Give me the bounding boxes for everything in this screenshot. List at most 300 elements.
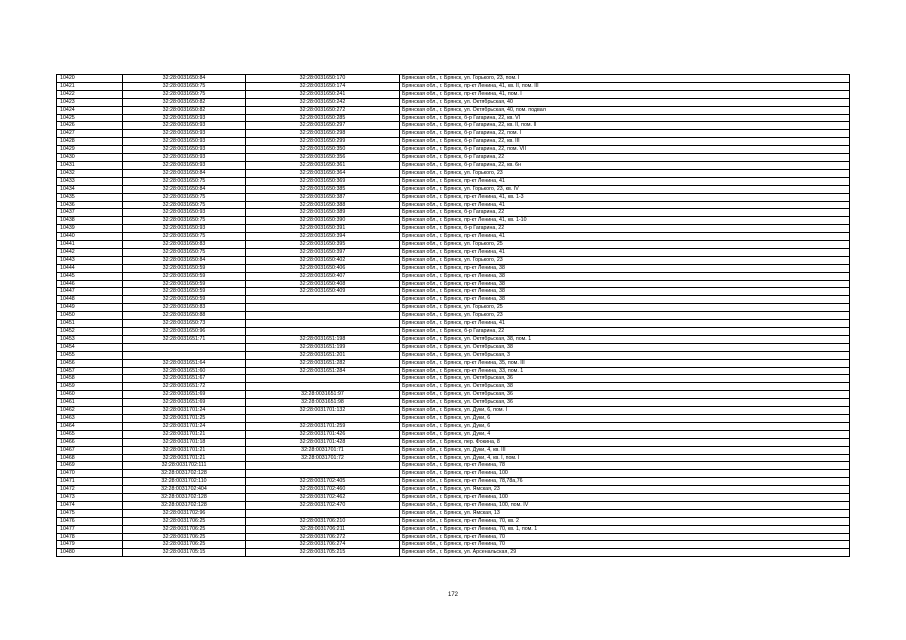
table-row <box>57 359 850 367</box>
table-row <box>57 470 850 478</box>
address-cell: Брянская обл., г. Брянск, ул. Дуки, 4 <box>400 430 850 438</box>
parcel-cadastral-cell: 32:28:0031650:88 <box>123 312 246 320</box>
address-cell: Брянская обл., г. Брянск, ул. Арсенальская, 29 <box>400 549 850 557</box>
table-row <box>57 320 850 328</box>
table-row <box>57 399 850 407</box>
parcel-cadastral-cell: 32:28:0031651:64 <box>123 359 246 367</box>
row-number-cell: 10460 <box>57 391 123 399</box>
parcel-cadastral-cell: 32:28:0031650:75 <box>123 193 246 201</box>
table-row <box>57 225 850 233</box>
address-cell: Брянская обл., г. Брянск, пр-кт Ленина, 41 <box>400 248 850 256</box>
row-number-cell: 10478 <box>57 533 123 541</box>
parcel-cadastral-cell: 32:28:0031705:15 <box>123 549 246 557</box>
row-number-cell: 10442 <box>57 248 123 256</box>
row-number-cell: 10444 <box>57 264 123 272</box>
parcel-cadastral-cell: 32:28:0031651:69 <box>123 399 246 407</box>
address-cell: Брянская обл., г. Брянск, пр-кт Ленина, 70, кв. 2 <box>400 517 850 525</box>
address-cell: Брянская обл., г. Брянск, ул. Октябрьская, 36 <box>400 375 850 383</box>
address-cell: Брянская обл., г. Брянск, ул. Горького, 23, пом. I <box>400 75 850 83</box>
row-number-cell: 10461 <box>57 399 123 407</box>
object-cadastral-cell: 32:28:0031651:98 <box>246 399 400 407</box>
parcel-cadastral-cell: 32:28:0031706:25 <box>123 541 246 549</box>
address-cell: Брянская обл., г. Брянск, пр-кт Ленина, 100 <box>400 470 850 478</box>
table-row <box>57 494 850 502</box>
address-cell: Брянская обл., г. Брянск, ул. Горького, 23 <box>400 312 850 320</box>
object-cadastral-cell: 32:28:0031650:407 <box>246 272 400 280</box>
object-cadastral-cell <box>246 383 400 391</box>
object-cadastral-cell: 32:28:0031650:385 <box>246 185 400 193</box>
row-number-cell: 10424 <box>57 106 123 114</box>
row-number-cell: 10479 <box>57 541 123 549</box>
table-row <box>57 414 850 422</box>
address-cell: Брянская обл., г. Брянск, пр-кт Ленина, 41 <box>400 320 850 328</box>
table-row <box>57 98 850 106</box>
table-row <box>57 161 850 169</box>
address-cell: Брянская обл., г. Брянск, пр-кт Ленина, 70, кв. 1, пом. 1 <box>400 525 850 533</box>
object-cadastral-cell: 32:28:0031701:428 <box>246 438 400 446</box>
address-cell: Брянская обл., г. Брянск, б-р Гагарина, 22 <box>400 209 850 217</box>
address-cell: Брянская обл., г. Брянск, ул. Дуки, 4, кв. I, пом. I <box>400 454 850 462</box>
address-cell: Брянская обл., г. Брянск, пр-кт Ленина, 41, кв. 1-10 <box>400 217 850 225</box>
address-cell: Брянская обл., г. Брянск, ул. Ямская, 13 <box>400 509 850 517</box>
parcel-cadastral-cell: 32:28:0031702:128 <box>123 470 246 478</box>
parcel-cadastral-cell: 32:28:0031651:69 <box>123 391 246 399</box>
address-cell: Брянская обл., г. Брянск, ул. Октябрьская, 40, пом. подвал <box>400 106 850 114</box>
row-number-cell: 10448 <box>57 296 123 304</box>
address-cell: Брянская обл., г. Брянск, пр-кт Ленина, 41 <box>400 177 850 185</box>
row-number-cell: 10430 <box>57 154 123 162</box>
parcel-cadastral-cell: 32:28:0031650:93 <box>123 154 246 162</box>
address-cell: Брянская обл., г. Брянск, б-р Гагарина, 22, кв. VI <box>400 114 850 122</box>
object-cadastral-cell: 32:28:0031650:297 <box>246 122 400 130</box>
address-cell: Брянская обл., г. Брянск, пр-кт Ленина, 38 <box>400 296 850 304</box>
address-cell: Брянская обл., г. Брянск, ул. Октябрьская, 38, пом. 1 <box>400 335 850 343</box>
parcel-cadastral-cell <box>123 351 246 359</box>
row-number-cell: 10463 <box>57 414 123 422</box>
address-cell: Брянская обл., г. Брянск, пр-кт Ленина, 41, кв. 1-3 <box>400 193 850 201</box>
row-number-cell: 10426 <box>57 122 123 130</box>
parcel-cadastral-cell: 32:28:0031650:84 <box>123 256 246 264</box>
property-registry-table <box>56 74 850 557</box>
row-number-cell: 10449 <box>57 304 123 312</box>
table-row <box>57 185 850 193</box>
parcel-cadastral-cell: 32:28:0031650:96 <box>123 328 246 336</box>
parcel-cadastral-cell: 32:28:0031650:59 <box>123 296 246 304</box>
row-number-cell: 10476 <box>57 517 123 525</box>
parcel-cadastral-cell: 32:28:0031650:59 <box>123 264 246 272</box>
table-row <box>57 422 850 430</box>
parcel-cadastral-cell: 32:28:0031650:75 <box>123 201 246 209</box>
address-cell: Брянская обл., г. Брянск, пр-кт Ленина, 41, пом. I <box>400 90 850 98</box>
row-number-cell: 10437 <box>57 209 123 217</box>
object-cadastral-cell: 32:28:0031650:409 <box>246 288 400 296</box>
object-cadastral-cell: 32:28:0031702:405 <box>246 478 400 486</box>
table-row <box>57 351 850 359</box>
object-cadastral-cell: 32:28:0031651:198 <box>246 335 400 343</box>
row-number-cell: 10438 <box>57 217 123 225</box>
row-number-cell: 10480 <box>57 549 123 557</box>
row-number-cell: 10445 <box>57 272 123 280</box>
object-cadastral-cell: 32:28:0031650:402 <box>246 256 400 264</box>
table-row <box>57 549 850 557</box>
parcel-cadastral-cell: 32:28:0031701:21 <box>123 454 246 462</box>
table-row <box>57 122 850 130</box>
parcel-cadastral-cell: 32:28:0031650:84 <box>123 169 246 177</box>
table-row <box>57 114 850 122</box>
table-row <box>57 248 850 256</box>
object-cadastral-cell: 32:28:0031650:406 <box>246 264 400 272</box>
parcel-cadastral-cell: 32:28:0031650:73 <box>123 320 246 328</box>
row-number-cell: 10436 <box>57 201 123 209</box>
parcel-cadastral-cell: 32:28:0031701:24 <box>123 407 246 415</box>
address-cell: Брянская обл., г. Брянск, пер. Фокина, 8 <box>400 438 850 446</box>
table-row <box>57 328 850 336</box>
parcel-cadastral-cell: 32:28:0031650:75 <box>123 90 246 98</box>
row-number-cell: 10459 <box>57 383 123 391</box>
row-number-cell: 10435 <box>57 193 123 201</box>
table-row <box>57 177 850 185</box>
row-number-cell: 10464 <box>57 422 123 430</box>
object-cadastral-cell: 32:28:0031651:201 <box>246 351 400 359</box>
table-row <box>57 280 850 288</box>
table-row <box>57 82 850 90</box>
parcel-cadastral-cell: 32:28:0031706:25 <box>123 533 246 541</box>
address-cell: Брянская обл., г. Брянск, пр-кт Ленина, 100 <box>400 494 850 502</box>
table-row <box>57 106 850 114</box>
parcel-cadastral-cell: 32:28:0031650:84 <box>123 185 246 193</box>
address-cell: Брянская обл., г. Брянск, б-р Гагарина, 22 <box>400 225 850 233</box>
row-number-cell: 10466 <box>57 438 123 446</box>
row-number-cell: 10475 <box>57 509 123 517</box>
object-cadastral-cell: 32:28:0031650:170 <box>246 75 400 83</box>
row-number-cell: 10469 <box>57 462 123 470</box>
row-number-cell: 10473 <box>57 494 123 502</box>
parcel-cadastral-cell: 32:28:0031650:82 <box>123 98 246 106</box>
table-row <box>57 90 850 98</box>
row-number-cell: 10421 <box>57 82 123 90</box>
table-row <box>57 138 850 146</box>
parcel-cadastral-cell: 32:28:0031650:93 <box>123 130 246 138</box>
table-row <box>57 462 850 470</box>
object-cadastral-cell: 32:28:0031651:199 <box>246 343 400 351</box>
table-row <box>57 75 850 83</box>
row-number-cell: 10468 <box>57 454 123 462</box>
address-cell: Брянская обл., г. Брянск, пр-кт Ленина, 100, пом. IV <box>400 501 850 509</box>
table-row <box>57 296 850 304</box>
address-cell: Брянская обл., г. Брянск, пр-кт Ленина, 38 <box>400 288 850 296</box>
row-number-cell: 10467 <box>57 446 123 454</box>
address-cell: Брянская обл., г. Брянск, ул. Октябрьская, 3 <box>400 351 850 359</box>
object-cadastral-cell: 32:28:0031651:284 <box>246 367 400 375</box>
row-number-cell: 10471 <box>57 478 123 486</box>
object-cadastral-cell: 32:28:0031650:395 <box>246 241 400 249</box>
table-row <box>57 146 850 154</box>
parcel-cadastral-cell: 32:28:0031651:71 <box>123 335 246 343</box>
object-cadastral-cell: 32:28:0031651:97 <box>246 391 400 399</box>
address-cell: Брянская обл., г. Брянск, б-р Гагарина, 22, кв. III <box>400 138 850 146</box>
address-cell: Брянская обл., г. Брянск, ул. Горького, 23, кв. IV <box>400 185 850 193</box>
table-row <box>57 312 850 320</box>
table-row <box>57 304 850 312</box>
row-number-cell: 10458 <box>57 375 123 383</box>
table-row <box>57 201 850 209</box>
parcel-cadastral-cell: 32:28:0031701:25 <box>123 414 246 422</box>
address-cell: Брянская обл., г. Брянск, пр-кт Ленина, 38 <box>400 272 850 280</box>
object-cadastral-cell: 32:28:0031650:389 <box>246 209 400 217</box>
table-row <box>57 288 850 296</box>
row-number-cell: 10423 <box>57 98 123 106</box>
parcel-cadastral-cell: 32:28:0031650:82 <box>123 106 246 114</box>
object-cadastral-cell: 32:28:0031650:298 <box>246 130 400 138</box>
object-cadastral-cell: 32:28:0031650:272 <box>246 106 400 114</box>
table-row <box>57 154 850 162</box>
parcel-cadastral-cell: 32:28:0031650:84 <box>123 75 246 83</box>
object-cadastral-cell: 32:28:0031702:460 <box>246 486 400 494</box>
object-cadastral-cell <box>246 462 400 470</box>
table-row <box>57 391 850 399</box>
row-number-cell: 10441 <box>57 241 123 249</box>
address-cell: Брянская обл., г. Брянск, ул. Дуки, 6 <box>400 414 850 422</box>
object-cadastral-cell: 32:28:0031705:215 <box>246 549 400 557</box>
parcel-cadastral-cell: 32:28:0031650:93 <box>123 122 246 130</box>
address-cell: Брянская обл., г. Брянск, пр-кт Ленина, 33, пом. 1 <box>400 367 850 375</box>
object-cadastral-cell <box>246 375 400 383</box>
parcel-cadastral-cell: 32:28:0031650:93 <box>123 209 246 217</box>
table-row <box>57 335 850 343</box>
object-cadastral-cell: 32:28:0031650:241 <box>246 90 400 98</box>
parcel-cadastral-cell: 32:28:0031650:75 <box>123 82 246 90</box>
parcel-cadastral-cell: 32:28:0031650:93 <box>123 146 246 154</box>
parcel-cadastral-cell: 32:28:0031650:59 <box>123 272 246 280</box>
parcel-cadastral-cell: 32:28:0031651:72 <box>123 383 246 391</box>
table-row <box>57 130 850 138</box>
parcel-cadastral-cell: 32:28:0031650:93 <box>123 114 246 122</box>
table-row <box>57 367 850 375</box>
row-number-cell: 10456 <box>57 359 123 367</box>
address-cell: Брянская обл., г. Брянск, б-р Гагарина, 22 <box>400 154 850 162</box>
parcel-cadastral-cell: 32:28:0031650:93 <box>123 161 246 169</box>
address-cell: Брянская обл., г. Брянск, ул. Октябрьская, 36 <box>400 391 850 399</box>
table-row <box>57 407 850 415</box>
parcel-cadastral-cell: 32:28:0031701:18 <box>123 438 246 446</box>
row-number-cell: 10440 <box>57 233 123 241</box>
address-cell: Брянская обл., г. Брянск, ул. Октябрьская, 38 <box>400 343 850 351</box>
object-cadastral-cell: 32:28:0031650:388 <box>246 201 400 209</box>
table-row <box>57 438 850 446</box>
address-cell: Брянская обл., г. Брянск, пр-кт Ленина, 78 <box>400 462 850 470</box>
address-cell: Брянская обл., г. Брянск, ул. Дуки, 6 <box>400 422 850 430</box>
table-row <box>57 525 850 533</box>
address-cell: Брянская обл., г. Брянск, пр-кт Ленина, 38 <box>400 280 850 288</box>
object-cadastral-cell: 32:28:0031701:259 <box>246 422 400 430</box>
object-cadastral-cell <box>246 320 400 328</box>
address-cell: Брянская обл., г. Брянск, ул. Горького, 23 <box>400 169 850 177</box>
parcel-cadastral-cell: 32:28:0031650:59 <box>123 288 246 296</box>
table-body <box>57 75 850 557</box>
object-cadastral-cell: 32:28:0031650:299 <box>246 138 400 146</box>
row-number-cell: 10420 <box>57 75 123 83</box>
address-cell: Брянская обл., г. Брянск, ул. Горького, 23 <box>400 256 850 264</box>
row-number-cell: 10450 <box>57 312 123 320</box>
address-cell: Брянская обл., г. Брянск, ул. Октябрьская, 36 <box>400 399 850 407</box>
object-cadastral-cell: 32:28:0031650:350 <box>246 146 400 154</box>
parcel-cadastral-cell: 32:28:0031650:93 <box>123 138 246 146</box>
parcel-cadastral-cell: 32:28:0031702:128 <box>123 494 246 502</box>
object-cadastral-cell: 32:28:0031702:470 <box>246 501 400 509</box>
row-number-cell: 10447 <box>57 288 123 296</box>
address-cell: Брянская обл., г. Брянск, пр-кт Ленина, 70 <box>400 533 850 541</box>
parcel-cadastral-cell: 32:28:0031701:21 <box>123 430 246 438</box>
parcel-cadastral-cell: 32:28:0031650:93 <box>123 225 246 233</box>
object-cadastral-cell: 32:28:0031650:285 <box>246 114 400 122</box>
table-row <box>57 533 850 541</box>
row-number-cell: 10470 <box>57 470 123 478</box>
address-cell: Брянская обл., г. Брянск, ул. Октябрьская, 38 <box>400 383 850 391</box>
object-cadastral-cell: 32:28:0031650:174 <box>246 82 400 90</box>
row-number-cell: 10425 <box>57 114 123 122</box>
parcel-cadastral-cell: 32:28:0031650:75 <box>123 217 246 225</box>
parcel-cadastral-cell: 32:28:0031706:25 <box>123 525 246 533</box>
table-row <box>57 193 850 201</box>
parcel-cadastral-cell: 32:28:0031702:110 <box>123 478 246 486</box>
address-cell: Брянская обл., г. Брянск, ул. Горького, 25 <box>400 304 850 312</box>
row-number-cell: 10433 <box>57 177 123 185</box>
row-number-cell: 10452 <box>57 328 123 336</box>
object-cadastral-cell: 32:28:0031651:282 <box>246 359 400 367</box>
object-cadastral-cell: 32:28:0031650:387 <box>246 193 400 201</box>
object-cadastral-cell: 32:28:0031701:72 <box>246 454 400 462</box>
parcel-cadastral-cell: 32:28:0031702:128 <box>123 501 246 509</box>
address-cell: Брянская обл., г. Брянск, б-р Гагарина, 22, кв. II, пом. II <box>400 122 850 130</box>
address-cell: Брянская обл., г. Брянск, б-р Гагарина, 22, кв. 6н <box>400 161 850 169</box>
object-cadastral-cell: 32:28:0031706:211 <box>246 525 400 533</box>
parcel-cadastral-cell: 32:28:0031650:83 <box>123 241 246 249</box>
row-number-cell: 10431 <box>57 161 123 169</box>
parcel-cadastral-cell: 32:28:0031651:67 <box>123 375 246 383</box>
row-number-cell: 10439 <box>57 225 123 233</box>
object-cadastral-cell: 32:28:0031650:361 <box>246 161 400 169</box>
row-number-cell: 10434 <box>57 185 123 193</box>
row-number-cell: 10429 <box>57 146 123 154</box>
table-row <box>57 375 850 383</box>
row-number-cell: 10455 <box>57 351 123 359</box>
address-cell: Брянская обл., г. Брянск, пр-кт Ленина, 35, пом. III <box>400 359 850 367</box>
address-cell: Брянская обл., г. Брянск, ул. Октябрьская, 40 <box>400 98 850 106</box>
row-number-cell: 10443 <box>57 256 123 264</box>
table-row <box>57 486 850 494</box>
parcel-cadastral-cell: 32:28:0031701:21 <box>123 446 246 454</box>
table-row <box>57 209 850 217</box>
parcel-cadastral-cell: 32:28:0031706:25 <box>123 517 246 525</box>
row-number-cell: 10472 <box>57 486 123 494</box>
object-cadastral-cell: 32:28:0031650:408 <box>246 280 400 288</box>
row-number-cell: 10457 <box>57 367 123 375</box>
parcel-cadastral-cell <box>123 343 246 351</box>
table-row <box>57 383 850 391</box>
table-row <box>57 264 850 272</box>
table-row <box>57 509 850 517</box>
object-cadastral-cell <box>246 296 400 304</box>
row-number-cell: 10422 <box>57 90 123 98</box>
address-cell: Брянская обл., г. Брянск, пр-кт Ленина, 38 <box>400 264 850 272</box>
table-row <box>57 241 850 249</box>
parcel-cadastral-cell: 32:28:0031701:24 <box>123 422 246 430</box>
table-row <box>57 541 850 549</box>
parcel-cadastral-cell: 32:28:0031650:75 <box>123 177 246 185</box>
row-number-cell: 10454 <box>57 343 123 351</box>
row-number-cell: 10462 <box>57 407 123 415</box>
address-cell: Брянская обл., г. Брянск, ул. Дуки, 6, пом. I <box>400 407 850 415</box>
address-cell: Брянская обл., г. Брянск, ул. Ямская, 23 <box>400 486 850 494</box>
address-cell: Брянская обл., г. Брянск, ул. Горького, 25 <box>400 241 850 249</box>
row-number-cell: 10477 <box>57 525 123 533</box>
table-row <box>57 272 850 280</box>
page-number: 172 <box>447 592 458 598</box>
object-cadastral-cell <box>246 304 400 312</box>
row-number-cell: 10427 <box>57 130 123 138</box>
row-number-cell: 10446 <box>57 280 123 288</box>
table-row <box>57 501 850 509</box>
address-cell: Брянская обл., г. Брянск, пр-кт Ленина, 41, кв. II, пом. III <box>400 82 850 90</box>
table-row <box>57 430 850 438</box>
table-row <box>57 454 850 462</box>
parcel-cadastral-cell: 32:28:0031650:75 <box>123 248 246 256</box>
parcel-cadastral-cell: 32:28:0031651:60 <box>123 367 246 375</box>
object-cadastral-cell: 32:28:0031650:356 <box>246 154 400 162</box>
object-cadastral-cell: 32:28:0031650:391 <box>246 225 400 233</box>
object-cadastral-cell: 32:28:0031702:462 <box>246 494 400 502</box>
object-cadastral-cell: 32:28:0031650:364 <box>246 169 400 177</box>
object-cadastral-cell <box>246 414 400 422</box>
object-cadastral-cell: 32:28:0031706:274 <box>246 541 400 549</box>
object-cadastral-cell <box>246 509 400 517</box>
object-cadastral-cell: 32:28:0031650:397 <box>246 248 400 256</box>
address-cell: Брянская обл., г. Брянск, пр-кт Ленина, 41 <box>400 201 850 209</box>
object-cadastral-cell <box>246 470 400 478</box>
object-cadastral-cell: 32:28:0031701:132 <box>246 407 400 415</box>
object-cadastral-cell: 32:28:0031650:390 <box>246 217 400 225</box>
object-cadastral-cell <box>246 312 400 320</box>
row-number-cell: 10432 <box>57 169 123 177</box>
row-number-cell: 10474 <box>57 501 123 509</box>
object-cadastral-cell: 32:28:0031650:394 <box>246 233 400 241</box>
address-cell: Брянская обл., г. Брянск, пр-кт Ленина, 41 <box>400 233 850 241</box>
address-cell: Брянская обл., г. Брянск, пр-кт Ленина, 70 <box>400 541 850 549</box>
object-cadastral-cell: 32:28:0031650:369 <box>246 177 400 185</box>
table-row <box>57 343 850 351</box>
row-number-cell: 10453 <box>57 335 123 343</box>
parcel-cadastral-cell: 32:28:0031650:83 <box>123 304 246 312</box>
address-cell: Брянская обл., г. Брянск, пр-кт Ленина, 78,78а,76 <box>400 478 850 486</box>
address-cell: Брянская обл., г. Брянск, ул. Дуки, 4, кв. III <box>400 446 850 454</box>
table-row <box>57 217 850 225</box>
table-row <box>57 233 850 241</box>
row-number-cell: 10428 <box>57 138 123 146</box>
object-cadastral-cell: 32:28:0031701:71 <box>246 446 400 454</box>
table-row <box>57 517 850 525</box>
object-cadastral-cell: 32:28:0031650:242 <box>246 98 400 106</box>
table-row <box>57 446 850 454</box>
parcel-cadastral-cell: 32:28:0031650:59 <box>123 280 246 288</box>
address-cell: Брянская обл., г. Брянск, б-р Гагарина, 22, пом. I <box>400 130 850 138</box>
row-number-cell: 10451 <box>57 320 123 328</box>
row-number-cell: 10465 <box>57 430 123 438</box>
parcel-cadastral-cell: 32:28:0031650:75 <box>123 233 246 241</box>
table-row <box>57 478 850 486</box>
object-cadastral-cell: 32:28:0031701:426 <box>246 430 400 438</box>
table-row <box>57 256 850 264</box>
parcel-cadastral-cell: 32:28:0031702:111 <box>123 462 246 470</box>
